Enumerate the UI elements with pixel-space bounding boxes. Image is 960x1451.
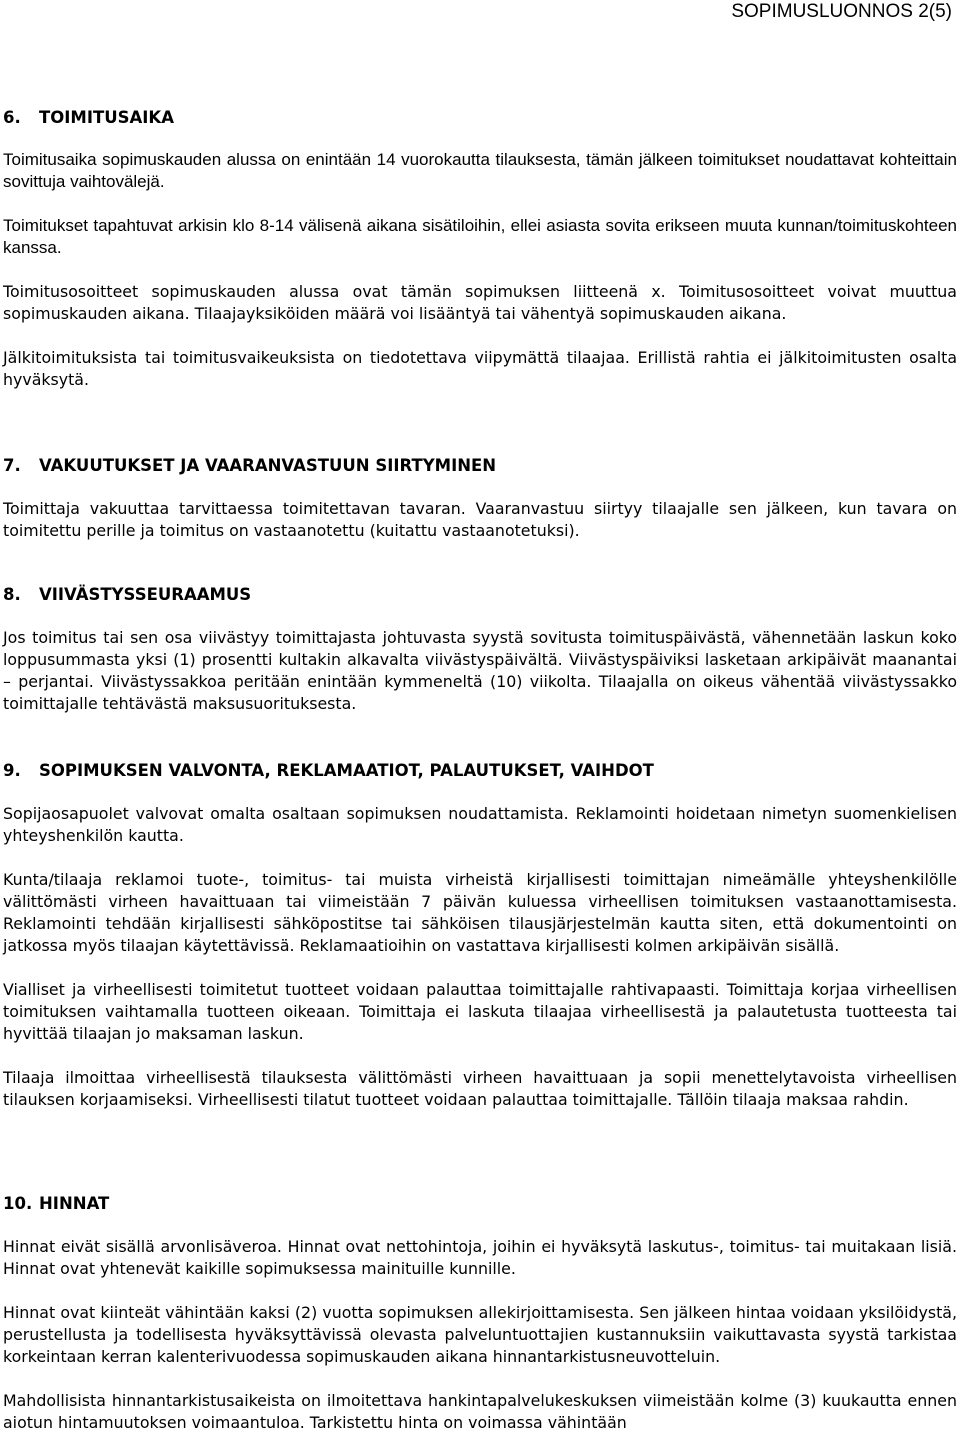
paragraph: Toimitusaika sopimuskauden alussa on enintään 14 vuorokautta tilauksesta, tämän jälkeen toimitukset noudattavat kohteittain sovittuja vaihtovälejä. xyxy=(3,150,957,191)
section-heading xyxy=(3,107,957,129)
section-heading xyxy=(3,760,957,782)
section-title: HINNAT xyxy=(39,1194,110,1213)
section-number: 6. xyxy=(3,108,21,127)
section-number: 7. xyxy=(3,456,21,475)
section-number: 9. xyxy=(3,761,21,780)
section-8 xyxy=(3,584,957,715)
paragraph: Kunta/tilaaja reklamoi tuote-, toimitus- tai muista virheistä kirjallisesti toimittajan nimeämälle yhteyshenkilölle välittömästi virheen havaittuaan tai viimeistään 7 päivän kuluessa virheellisen toimituksen vastaanottamisesta. Reklamointi tehdään kirjallisesti sähköpostitse tai sähköisen tilausjärjestelmän kautta siten, että dokumentointi on jatkossa myös tilaajan käytettävissä. Reklamaatioihin on vastattava kirjallisesti kolmen arkipäivän sisällä. xyxy=(3,870,957,955)
section-heading xyxy=(3,455,957,477)
section-heading xyxy=(3,584,957,606)
section-title: VAKUUTUKSET JA VAARANVASTUUN SIIRTYMINEN xyxy=(39,456,497,475)
paragraph: Jos toimitus tai sen osa viivästyy toimittajasta johtuvasta syystä sovitusta toimituspäivästä, vähennetään laskun koko loppusummasta yksi (1) prosentti kultakin alkavalta viivästyspäivältä. Viivästyspäiviksi lasketaan arkipäivät maanantai – perjantai. Viivästyssakkoa peritään enintään kymmeneltä (10) viikolta. Tilaajalla on oikeus vähentää viivästyssakko toimittajalle tehtävästä maksusuorituksesta. xyxy=(3,628,957,713)
section-number: 8. xyxy=(3,585,21,604)
section-heading xyxy=(3,1193,957,1215)
section-title: VIIVÄSTYSSEURAAMUS xyxy=(39,585,252,604)
paragraph: Jälkitoimituksista tai toimitusvaikeuksista on tiedotettava viipymättä tilaajaa. Erillistä rahtia ei jälkitoimitusten osalta hyväksytä. xyxy=(3,348,957,389)
paragraph: Toimittaja vakuuttaa tarvittaessa toimitettavan tavaran. Vaaranvastuu siirtyy tilaajalle sen jälkeen, kun tavara on toimitettu perille ja toimitus on vastaanotettu (kuitattu vastaanotetuksi). xyxy=(3,499,957,540)
paragraph: Sopijaosapuolet valvovat omalta osaltaan sopimuksen noudattamista. Reklamointi hoidetaan nimetyn suomenkielisen yhteyshenkilön kautta. xyxy=(3,804,957,845)
section-9 xyxy=(3,760,957,1111)
section-6 xyxy=(3,107,957,391)
section-10 xyxy=(3,1193,957,1434)
section-7 xyxy=(3,455,957,542)
section-number: 10. xyxy=(3,1194,33,1213)
paragraph: Toimitusosoitteet sopimuskauden alussa ovat tämän sopimuksen liitteenä x. Toimitusosoitteet voivat muuttua sopimuskauden aikana. Tilaajayksiköiden määrä voi lisääntyä tai vähentyä sopimuskauden aikana. xyxy=(3,282,957,323)
running-header: SOPIMUSLUONNOS 2(5) xyxy=(731,1,952,22)
paragraph: Toimitukset tapahtuvat arkisin klo 8-14 välisenä aikana sisätiloihin, ellei asiasta sovita erikseen muuta kunnan/toimituskohteen kanssa. xyxy=(3,216,957,257)
paragraph: Mahdollisista hinnantarkistusaikeista on ilmoitettava hankintapalvelukeskuksen viimeistään kolme (3) kuukautta ennen aiotun hintamuutoksen voimaantuloa. Tarkistettu hinta on voimassa vähintään xyxy=(3,1391,957,1432)
paragraph: Hinnat eivät sisällä arvonlisäveroa. Hinnat ovat nettohintoja, joihin ei hyväksytä laskutus-, toimitus- tai muitakaan lisiä. Hinnat ovat yhtenevät kaikille sopimuksessa mainituille kunnille. xyxy=(3,1237,957,1278)
paragraph: Vialliset ja virheellisesti toimitetut tuotteet voidaan palauttaa toimittajalle rahtivapaasti. Toimittaja korjaa virheellisen toimituksen vaihtamalla tuotteen oikeaan. Toimittaja ei laskuta tilaajaa virheellisestä ja palautetusta tuotteesta tai hyvittää tilaajan jo maksaman laskun. xyxy=(3,980,957,1043)
section-title: SOPIMUKSEN VALVONTA, REKLAMAATIOT, PALAUTUKSET, VAIHDOT xyxy=(39,761,654,780)
paragraph: Hinnat ovat kiinteät vähintään kaksi (2) vuotta sopimuksen allekirjoittamisesta. Sen jälkeen hintaa voidaan yksilöidystä, perustellusta ja todellisesta hyväksyttävissä olevasta palveluntuottajien kustannuksiin vaikuttavasta syystä tarkistaa korkeintaan kerran kalenterivuodessa sopimuskauden aikana hinnantarkistusneuvotteluin. xyxy=(3,1303,957,1366)
paragraph: Tilaaja ilmoittaa virheellisestä tilauksesta välittömästi virheen havaittuaan ja sopii menettelytavoista virheellisen tilauksen korjaamiseksi. Virheellisesti tilatut tuotteet voidaan palauttaa toimittajalle. Tällöin tilaaja maksaa rahdin. xyxy=(3,1068,957,1109)
section-title: TOIMITUSAIKA xyxy=(39,108,174,127)
